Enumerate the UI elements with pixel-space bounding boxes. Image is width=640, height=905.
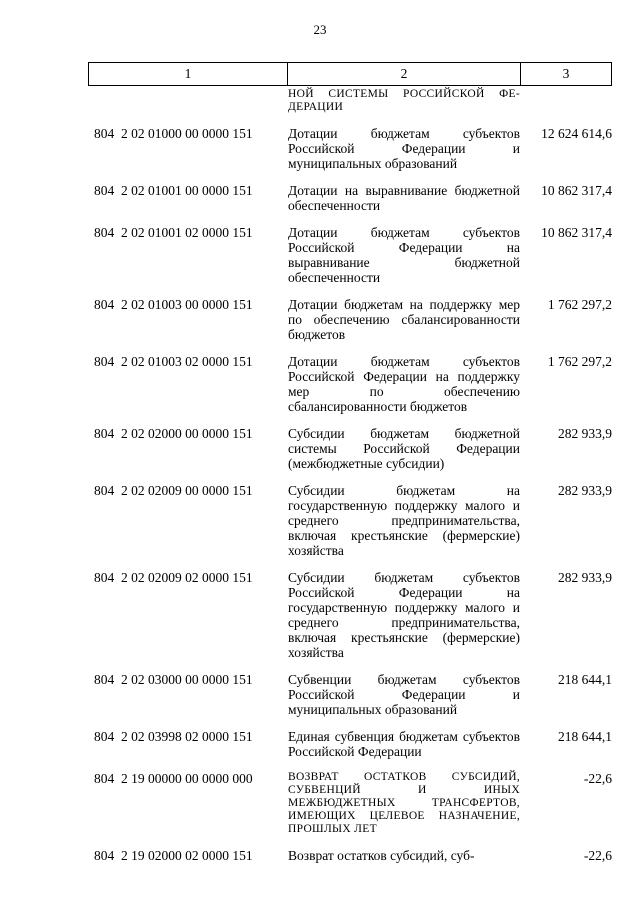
row-description: Дотации на выравнивание бюджетной обеспеченности — [288, 183, 520, 213]
row-amount: 282 933,9 — [558, 483, 612, 498]
row-description: Субсидии бюджетам бюджетной системы Российской Федерации (межбюджетные субсидии) — [288, 426, 520, 471]
table-row — [0, 771, 640, 836]
row-description: Дотации бюджетам субъектов Российской Федерации на поддержку мер по обеспечению сбалансированности бюджетов — [288, 354, 520, 414]
admin-code: 804 — [94, 354, 115, 369]
budget-code: 2 02 01001 02 0000 151 — [121, 225, 253, 240]
header-col-3: 3 — [562, 66, 570, 81]
row-codes — [0, 426, 288, 471]
row-amount: 218 644,1 — [558, 672, 612, 687]
row-codes — [0, 225, 288, 285]
row-description: ВОЗВРАТ ОСТАТКОВ СУБСИДИЙ, СУБВЕНЦИЙ И ИНЫХ МЕЖБЮДЖЕТНЫХ ТРАНСФЕРТОВ, ИМЕЮЩИХ ЦЕЛЕВОЕ НАЗНАЧЕНИЕ, ПРОШЛЫХ ЛЕТ — [288, 771, 520, 835]
budget-code: 2 02 01003 02 0000 151 — [121, 354, 253, 369]
row-amount: 12 624 614,6 — [541, 126, 612, 141]
row-description: Дотации бюджетам на поддержку мер по обеспечению сбалансированности бюджетов — [288, 297, 520, 342]
row-amount: -22,6 — [583, 848, 612, 863]
row-codes — [0, 848, 288, 863]
table-body — [0, 88, 640, 875]
table-row — [0, 297, 640, 342]
header-col-1: 1 — [184, 66, 192, 81]
row-description: Субвенции бюджетам субъектов Российской Федерации и муниципальных образований — [288, 672, 520, 717]
table-row — [0, 570, 640, 660]
row-description: Субсидии бюджетам субъектов Российской Федерации на государственную поддержку малого и среднего предпринимательства, включая крестьянские (фермерские) хозяйства — [288, 570, 520, 660]
row-description: Возврат остатков субсидий, суб- — [288, 848, 475, 863]
row-description: Субсидии бюджетам на государственную поддержку малого и среднего предпринимательства, включая крестьянские (фермерские) хозяйства — [288, 483, 520, 558]
admin-code: 804 — [94, 848, 115, 863]
table-row — [0, 426, 640, 471]
row-amount: 1 762 297,2 — [547, 297, 612, 312]
budget-code: 2 02 01001 00 0000 151 — [121, 183, 253, 198]
table-row — [0, 672, 640, 717]
row-amount: 10 862 317,4 — [541, 225, 612, 240]
table-row — [0, 729, 640, 759]
table-row — [0, 126, 640, 171]
row-codes — [0, 183, 288, 213]
row-amount: 282 933,9 — [558, 426, 612, 441]
admin-code: 804 — [94, 729, 115, 744]
budget-code: 2 19 00000 00 0000 000 — [121, 771, 253, 786]
table-row — [0, 354, 640, 414]
row-codes — [0, 354, 288, 414]
page-number: 23 — [313, 22, 327, 37]
table-row — [0, 848, 640, 863]
table-row — [0, 225, 640, 285]
admin-code: 804 — [94, 672, 115, 687]
row-amount: 1 762 297,2 — [547, 354, 612, 369]
row-amount: 10 862 317,4 — [541, 183, 612, 198]
table-row — [0, 483, 640, 558]
budget-code: 2 02 02009 00 0000 151 — [121, 483, 253, 498]
row-description: Дотации бюджетам субъектов Российской Федерации на выравнивание бюджетной обеспеченности — [288, 225, 520, 285]
admin-code: 804 — [94, 297, 115, 312]
budget-code: 2 02 01000 00 0000 151 — [121, 126, 253, 141]
table-header — [88, 62, 612, 86]
rows-container — [0, 126, 640, 863]
continuation-row — [0, 88, 640, 114]
row-codes — [0, 729, 288, 759]
budget-code: 2 02 03998 02 0000 151 — [121, 729, 253, 744]
row-description: Дотации бюджетам субъектов Российской Федерации и муниципальных образований — [288, 126, 520, 171]
row-codes — [0, 771, 288, 836]
continuation-text: НОЙ СИСТЕМЫ РОССИЙСКОЙ ФЕ-ДЕРАЦИИ — [288, 88, 520, 113]
budget-code: 2 02 02009 02 0000 151 — [121, 570, 253, 585]
row-description: Единая субвенция бюджетам субъектов Российской Федерации — [288, 729, 520, 759]
admin-code: 804 — [94, 483, 115, 498]
row-codes — [0, 570, 288, 660]
admin-code: 804 — [94, 771, 115, 786]
budget-code: 2 02 03000 00 0000 151 — [121, 672, 253, 687]
admin-code: 804 — [94, 126, 115, 141]
table-row — [0, 183, 640, 213]
row-amount: -22,6 — [583, 771, 612, 786]
admin-code: 804 — [94, 426, 115, 441]
row-codes — [0, 483, 288, 558]
row-codes — [0, 126, 288, 171]
admin-code: 804 — [94, 225, 115, 240]
row-codes — [0, 672, 288, 717]
row-amount: 218 644,1 — [558, 729, 612, 744]
budget-code: 2 02 01003 00 0000 151 — [121, 297, 253, 312]
admin-code: 804 — [94, 183, 115, 198]
budget-code: 2 02 02000 00 0000 151 — [121, 426, 253, 441]
budget-code: 2 19 02000 02 0000 151 — [121, 848, 253, 863]
row-amount: 282 933,9 — [558, 570, 612, 585]
header-col-2: 2 — [287, 63, 521, 85]
row-codes — [0, 297, 288, 342]
admin-code: 804 — [94, 570, 115, 585]
